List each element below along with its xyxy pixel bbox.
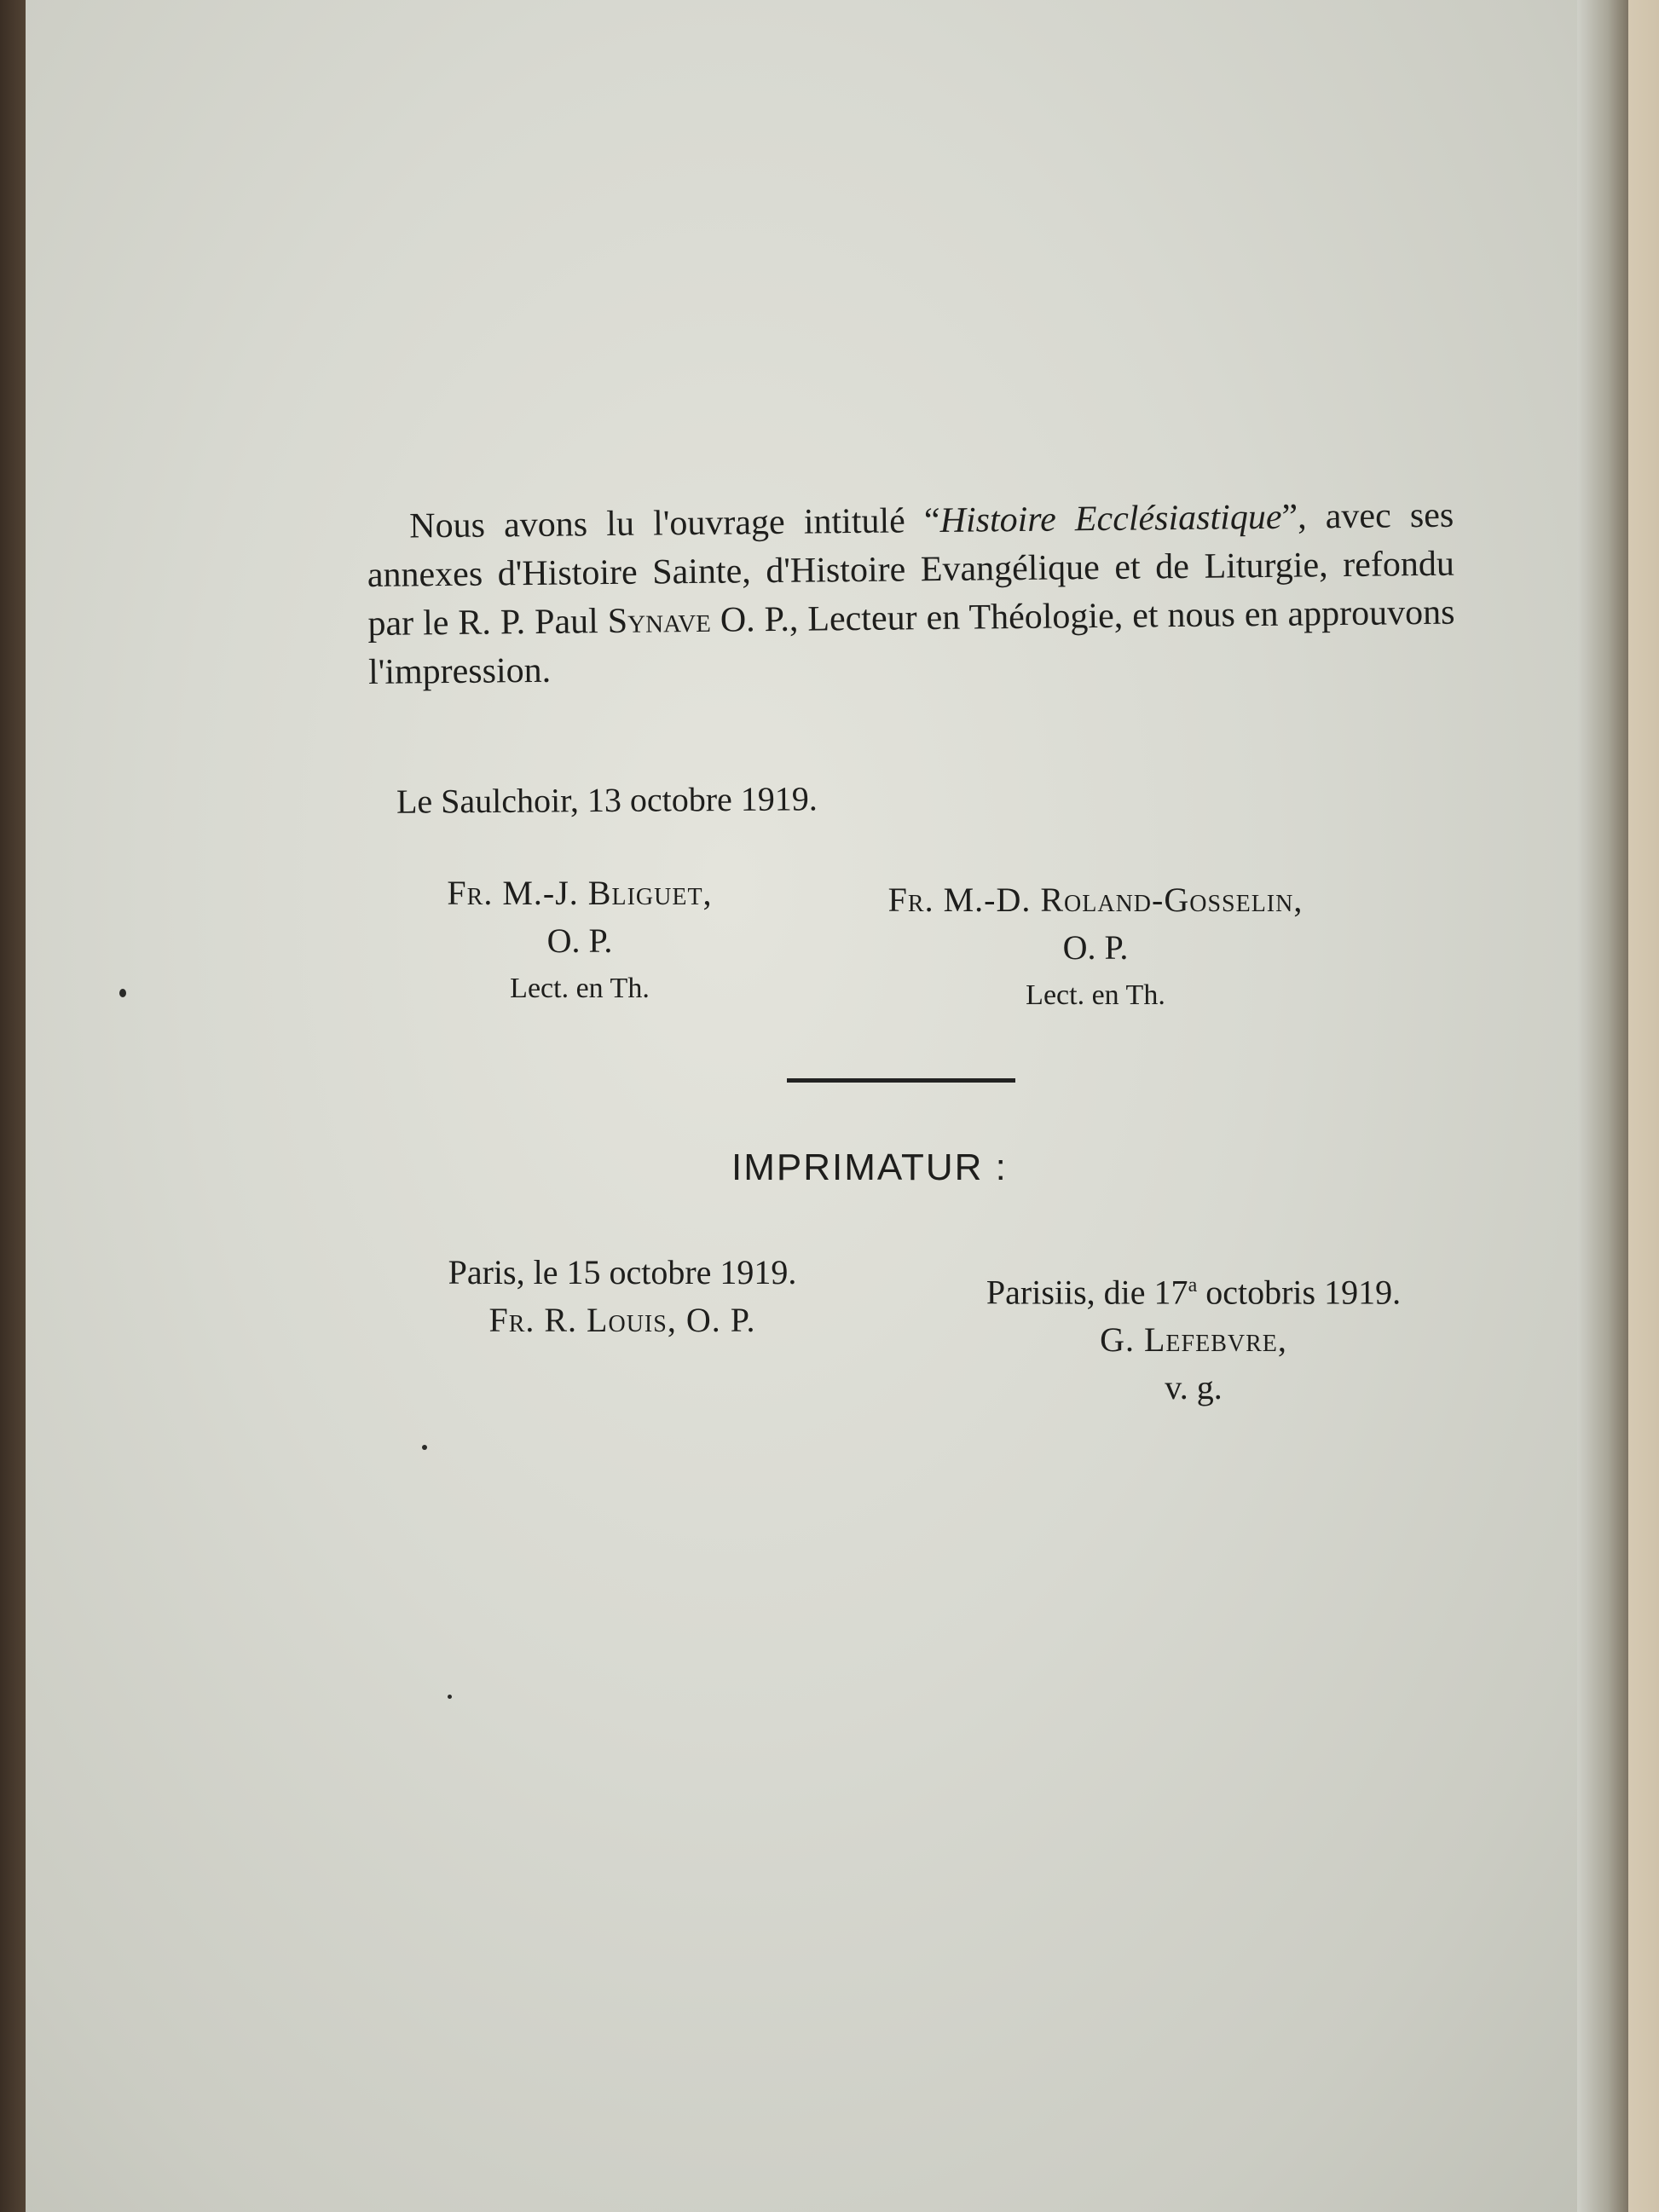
signatory-1-name: Fr. M.-J. Bliguet, — [447, 874, 713, 912]
approval-2-date-month-year: octobris 1919. — [1197, 1273, 1402, 1312]
approval-2-date-sup: a — [1188, 1274, 1198, 1297]
signatory-2-order: O. P. — [1062, 928, 1129, 967]
place-date: Le Saulchoir, 13 octobre 1919. — [396, 779, 818, 821]
approval-1 — [384, 1249, 861, 1344]
paragraph-text-2: ”, avec ses annexes d'Histoire Sainte, d'Histoire Evangélique et de Liturgie, refondu par le R. P. Paul — [367, 495, 1455, 644]
approval-paragraph — [367, 492, 1455, 697]
author-name: Synave — [607, 600, 712, 642]
signatory-1-order: O. P. — [546, 921, 613, 960]
paper-speck — [422, 1445, 427, 1450]
signatory-2 — [827, 876, 1364, 1019]
book-page — [26, 0, 1586, 2212]
approval-1-date: Paris, le 15 octobre 1919. — [448, 1253, 797, 1291]
divider-rule — [787, 1078, 1015, 1083]
approval-2-name: G. Lefebvre, — [1100, 1320, 1287, 1360]
signatory-1-title: Lect. en Th. — [510, 973, 650, 1004]
approval-2-date — [895, 1262, 1492, 1316]
paragraph-text-3: O. P., Lecteur en Théologie, et nous en approuvons l'impression. — [367, 592, 1455, 692]
signatory-2-name: Fr. M.-D. Roland-Gosselin, — [887, 881, 1304, 919]
paper-speck — [119, 989, 126, 997]
paper-speck — [448, 1695, 452, 1699]
approval-2-title: v. g. — [1165, 1368, 1223, 1407]
paragraph-text-1: Nous avons lu l'ouvrage intitulé “ — [409, 500, 940, 546]
page-gutter-shadow — [1577, 0, 1628, 2212]
signatory-2-title: Lect. en Th. — [1026, 979, 1165, 1011]
signatory-1 — [392, 869, 767, 1013]
approval-1-name: Fr. R. Louis, O. P. — [488, 1301, 756, 1339]
approval-2 — [895, 1262, 1492, 1412]
imprimatur-heading: IMPRIMATUR : — [731, 1146, 1008, 1188]
book-title: Histoire Ecclésiastique — [939, 497, 1282, 540]
approval-2-date-day: Parisiis, die 17 — [986, 1273, 1188, 1312]
